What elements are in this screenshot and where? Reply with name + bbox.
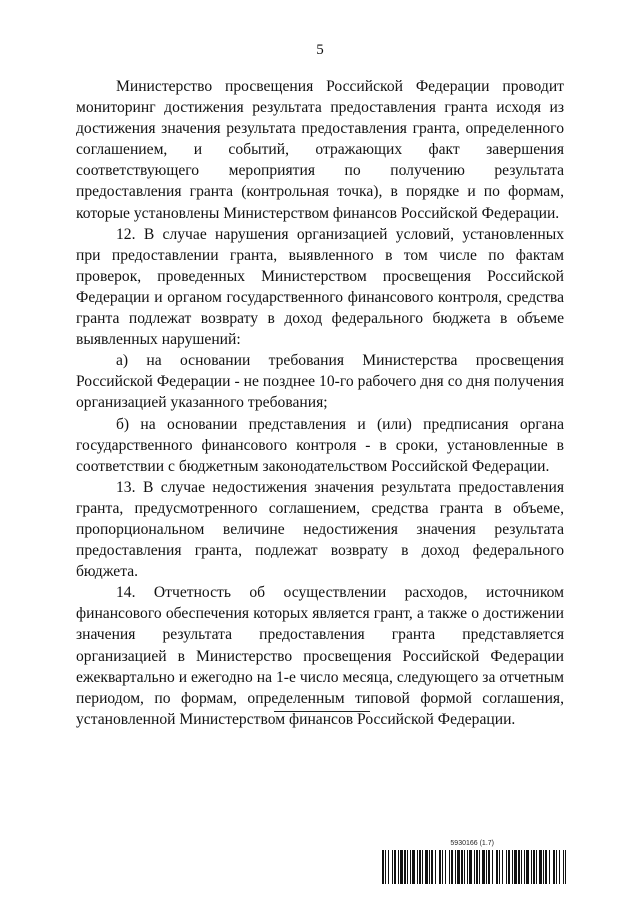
- document-barcode: [382, 840, 566, 884]
- document-body: [76, 76, 564, 730]
- barcode-caption: 5930166 (1.7): [450, 840, 494, 847]
- paragraph-12a: а) на основании требования Министерства просвещения Российской Федерации - не позднее 10-го рабочего дня со дня получения организацией указанного требования;: [76, 352, 564, 412]
- barcode-icon: [382, 850, 566, 884]
- paragraph-14: 14. Отчетность об осуществлении расходов, источником финансового обеспечения которых является грант, а также о достижении значения результата предоставления гранта представляется организацией в Министерство просвещения Российской Федерации ежеквартально и ежегодно на 1-е число месяца, следующего за отчетным периодом, по формам, определенным типовой формой соглашения, установленной Министерством финансов Российской Федерации.: [76, 584, 564, 728]
- page-number: 5: [316, 42, 324, 58]
- paragraph-monitoring: Министерство просвещения Российской Федерации проводит мониторинг достижения результата предоставления гранта исходя из достижения значения результата предоставления гранта, определенного соглашением, и событий, отражающих факт завершения соответствующего мероприятия по получению результата предоставления гранта (контрольная точка), в порядке и по формам, которые установлены Министерством финансов Российской Федерации.: [76, 78, 564, 222]
- end-of-text-divider: [274, 711, 370, 712]
- paragraph-12b: б) на основании представления и (или) предписания органа государственного финансового контроля - в сроки, установленные в соответствии с бюджетным законодательством Российской Федерации.: [76, 415, 564, 475]
- paragraph-12: 12. В случае нарушения организацией условий, установленных при предоставлении гранта, выявленного в том числе по фактам проверок, проведенных Министерством просвещения Российской Федерации и органом государственного финансового контроля, средства гранта подлежат возврату в доход федерального бюджета в объеме выявленных нарушений:: [76, 225, 564, 349]
- paragraph-13: 13. В случае недостижения значения результата предоставления гранта, предусмотренного соглашением, средства гранта в объеме, пропорциональном величине недостижения значения результата предоставления гранта, подлежат возврату в доход федерального бюджета.: [76, 478, 564, 581]
